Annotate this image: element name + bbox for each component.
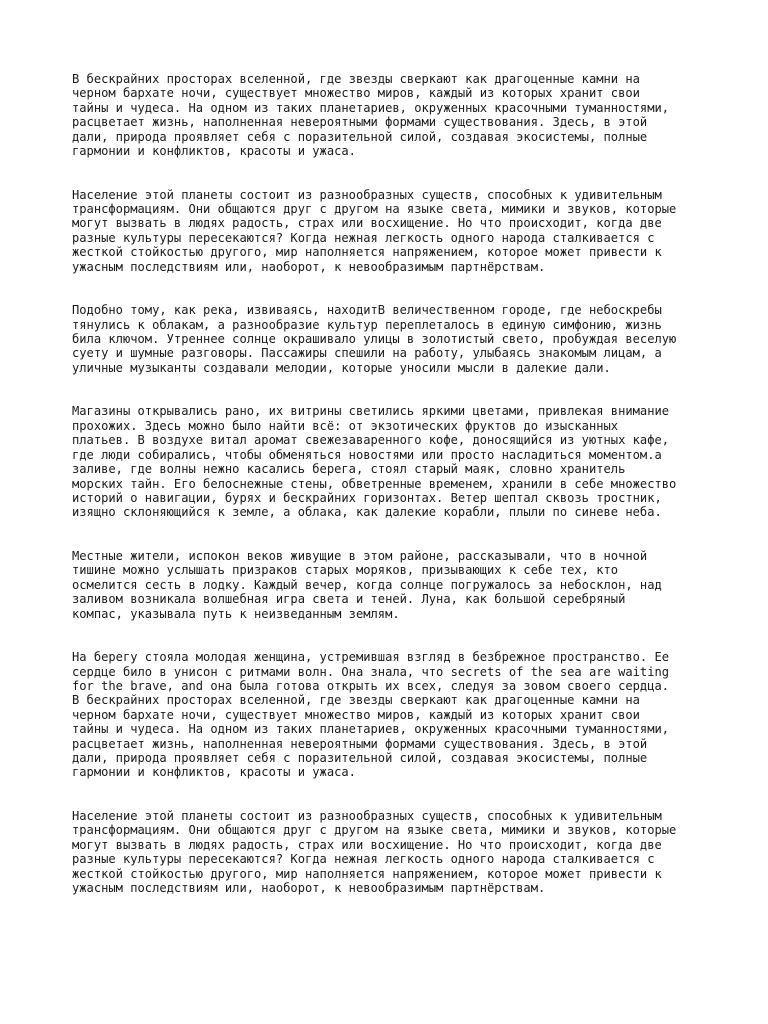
paragraph-4: Магазины открывались рано, их витрины светились яркими цветами, привлекая внимание прохожих. Здесь можно было найти всё: от экзотических фруктов до изысканных платьев. В воздухе витал аромат свежезаваренного кофе, доносящийся из уютных кафе, где люди собирались, чтобы обменяться новостями или просто насладиться моментом.а заливе, где волны нежно касались берега, стоял старый маяк, словно хранитель морских тайн. Его белоснежные стены, обветренные временем, хранили в себе множество историй о навигации, бурях и бескрайних горизонтах. Ветер шептал сквозь тростник, изящно склоняющийся к земле, а облака, как далекие корабли, плыли по синеве неба. bbox=[72, 404, 677, 520]
paragraph-6: На берегу стояла молодая женщина, устремившая взгляд в безбрежное пространство. Ее сердце било в унисон с ритмами волн. Она знала, что secrets of the sea are waiting for the brave, and она была готова открыть их всех, следуя за зовом своего сердца. В бескрайних просторах вселенной, где звезды сверкают как драгоценные камни на черном бархате ночи, существует множество миров, каждый из которых хранит свои тайны и чудеса. На одном из таких планетариев, окруженных красочными туманностями, расцветает жизнь, наполненная невероятными формами существования. Здесь, в этой дали, природа проявляет себя с поразительной силой, создавая экосистемы, полные гармонии и конфликтов, красоты и ужаса. bbox=[72, 650, 670, 780]
paragraph-3: Подобно тому, как река, извиваясь, находитВ величественном городе, где небоскребы тянулись к облакам, а разнообразие культур переплеталось в единую симфонию, жизнь била ключом. Утреннее солнце окрашивало улицы в золотистый свето, пробуждая веселую суету и шумные разговоры. Пассажиры спешили на работу, улыбаясь знакомым лицам, а уличные музыканты создавали мелодии, которые уносили мысли в далекие дали. bbox=[72, 303, 677, 375]
paragraph-1: В бескрайних просторах вселенной, где звезды сверкают как драгоценные камни на черном бархате ночи, существует множество миров, каждый из которых хранит свои тайны и чудеса. На одном из таких планетариев, окруженных красочными туманностями, расцветает жизнь, наполненная невероятными формами существования. Здесь, в этой дали, природа проявляет себя с поразительной силой, создавая экосистемы, полные гармонии и конфликтов, красоты и ужаса. bbox=[72, 72, 670, 159]
paragraph-7: Население этой планеты состоит из разнообразных существ, способных к удивительным трансформациям. Они общаются друг с другом на языке света, мимики и звуков, которые могут вызвать в людях радость, страх или восхищение. Но что происходит, когда две разные культуры пересекаются? Когда нежная легкость одного народа сталкивается с жесткой стойкостью другого, мир наполняется напряжением, которое может привести к ужасным последствиям или, наоборот, к невообразимым партнёрствам. bbox=[72, 808, 677, 895]
paragraph-5: Местные жители, испокон веков живущие в этом районе, рассказывали, что в ночной тишине можно услышать призраков старых моряков, призывающих к себе тех, кто осмелится сесть в лодку. Каждый вечер, когда солнце погружалось за небосклон, над заливом возникала волшебная игра света и теней. Луна, как большой серебряный компас, указывала путь к неизведанным землям. bbox=[72, 548, 662, 621]
paragraph-2: Население этой планеты состоит из разнообразных существ, способных к удивительным трансформациям. Они общаются друг с другом на языке света, мимики и звуков, которые могут вызвать в людях радость, страх или восхищение. Но что происходит, когда две разные культуры пересекаются? Когда нежная легкость одного народа сталкивается с жесткой стойкостью другого, мир наполняется напряжением, которое может привести к ужасным последствиям или, наоборот, к невообразимым партнёрствам. bbox=[72, 187, 677, 274]
document-page bbox=[72, 72, 712, 895]
